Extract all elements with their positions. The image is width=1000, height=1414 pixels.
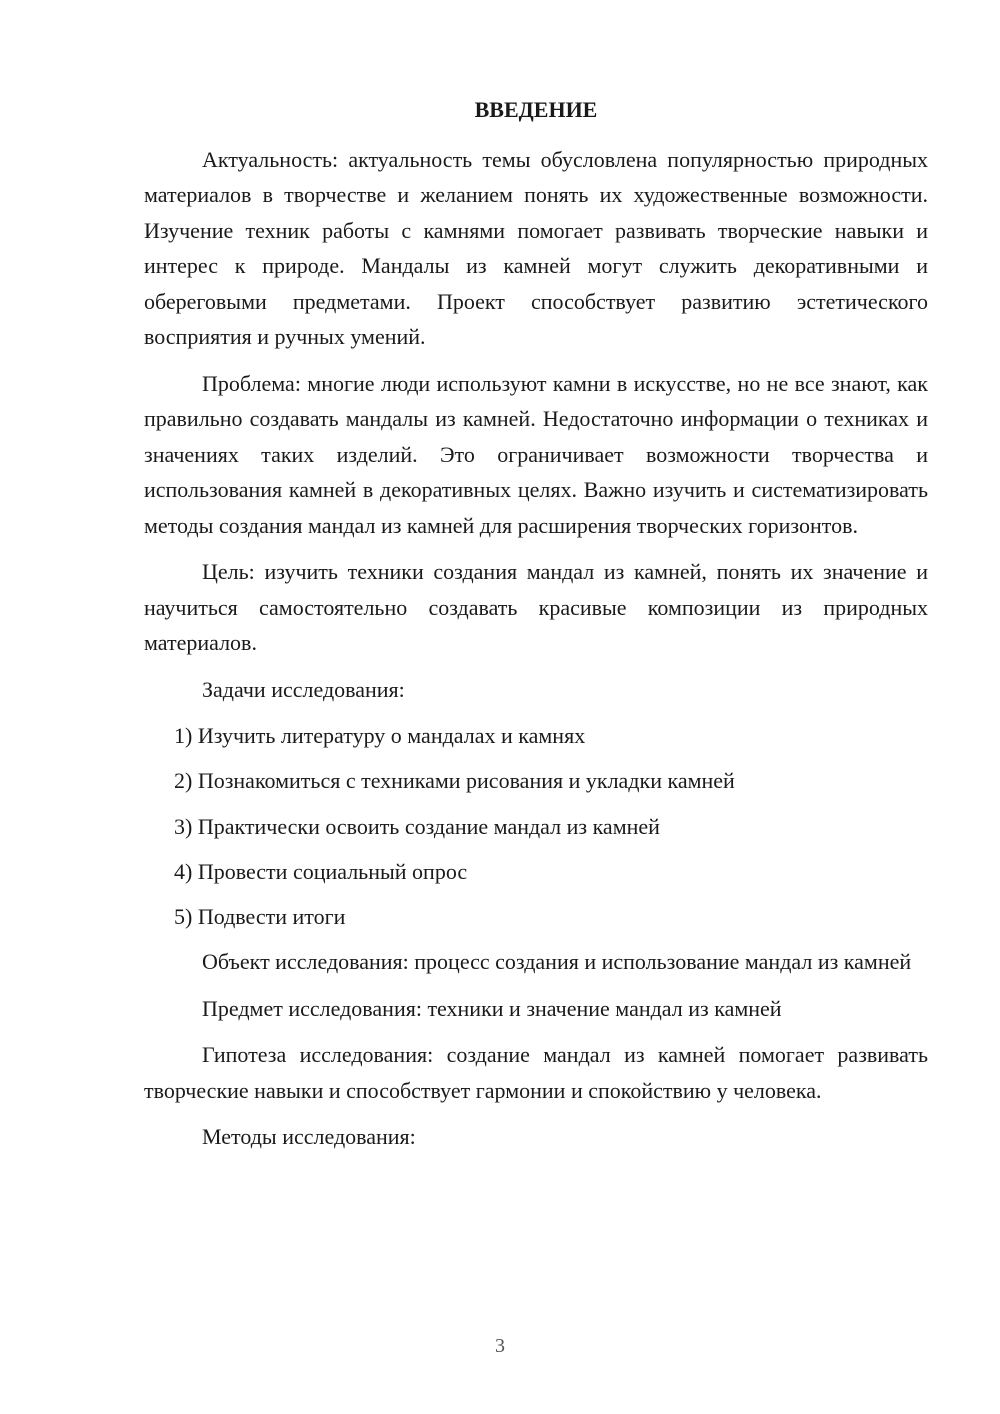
problem-paragraph: Проблема: многие люди используют камни в искусстве, но не все знают, как правильно создавать мандалы из камней. Недостаточно информации о техниках и значениях таких изделий. Это ограничивает возможности творчества и использования камней в декоративных целях. Важно изучить и систематизировать методы создания мандал из камней для расширения творческих горизонтов. [144, 370, 928, 538]
object-paragraph: Объект исследования: процесс создания и использование мандал из камней [202, 949, 912, 975]
page-title: ВВЕДЕНИЕ [474, 97, 598, 122]
relevance-paragraph: Актуальность: актуальность темы обусловлена популярностью природных материалов в творчестве и желанием понять их художественные возможности. Изучение техник работы с камнями помогает развивать творческие навыки и интерес к природе. Мандалы из камней могут служить декоративными и обереговыми предметами. Проект способствует развитию эстетического восприятия и ручных умений. [144, 146, 928, 349]
subject-paragraph: Предмет исследования: техники и значение мандал из камней [202, 995, 782, 1021]
methods-heading: Методы исследования: [202, 1124, 416, 1150]
list-item: 4) Провести социальный опрос [174, 858, 468, 884]
list-item: 1) Изучить литературу о мандалах и камнях [174, 723, 586, 748]
tasks-list [144, 718, 928, 935]
list-item: 5) Подвести итоги [174, 904, 346, 930]
page-number: 3 [495, 1335, 505, 1357]
tasks-heading: Задачи исследования: [202, 676, 405, 702]
hypothesis-paragraph: Гипотеза исследования: создание мандал из камней помогает развивать творческие навыки и способствует гармонии и спокойствию у человека. [144, 1042, 928, 1103]
list-item: 3) Практически освоить создание мандал из камней [174, 813, 660, 839]
list-item: 2) Познакомиться с техниками рисования и укладки камней [174, 768, 735, 794]
goal-paragraph: Цель: изучить техники создания мандал из камней, понять их значение и научиться самостоятельно создавать красивые композиции из природных материалов. [144, 559, 928, 655]
document-page [144, 92, 928, 1166]
